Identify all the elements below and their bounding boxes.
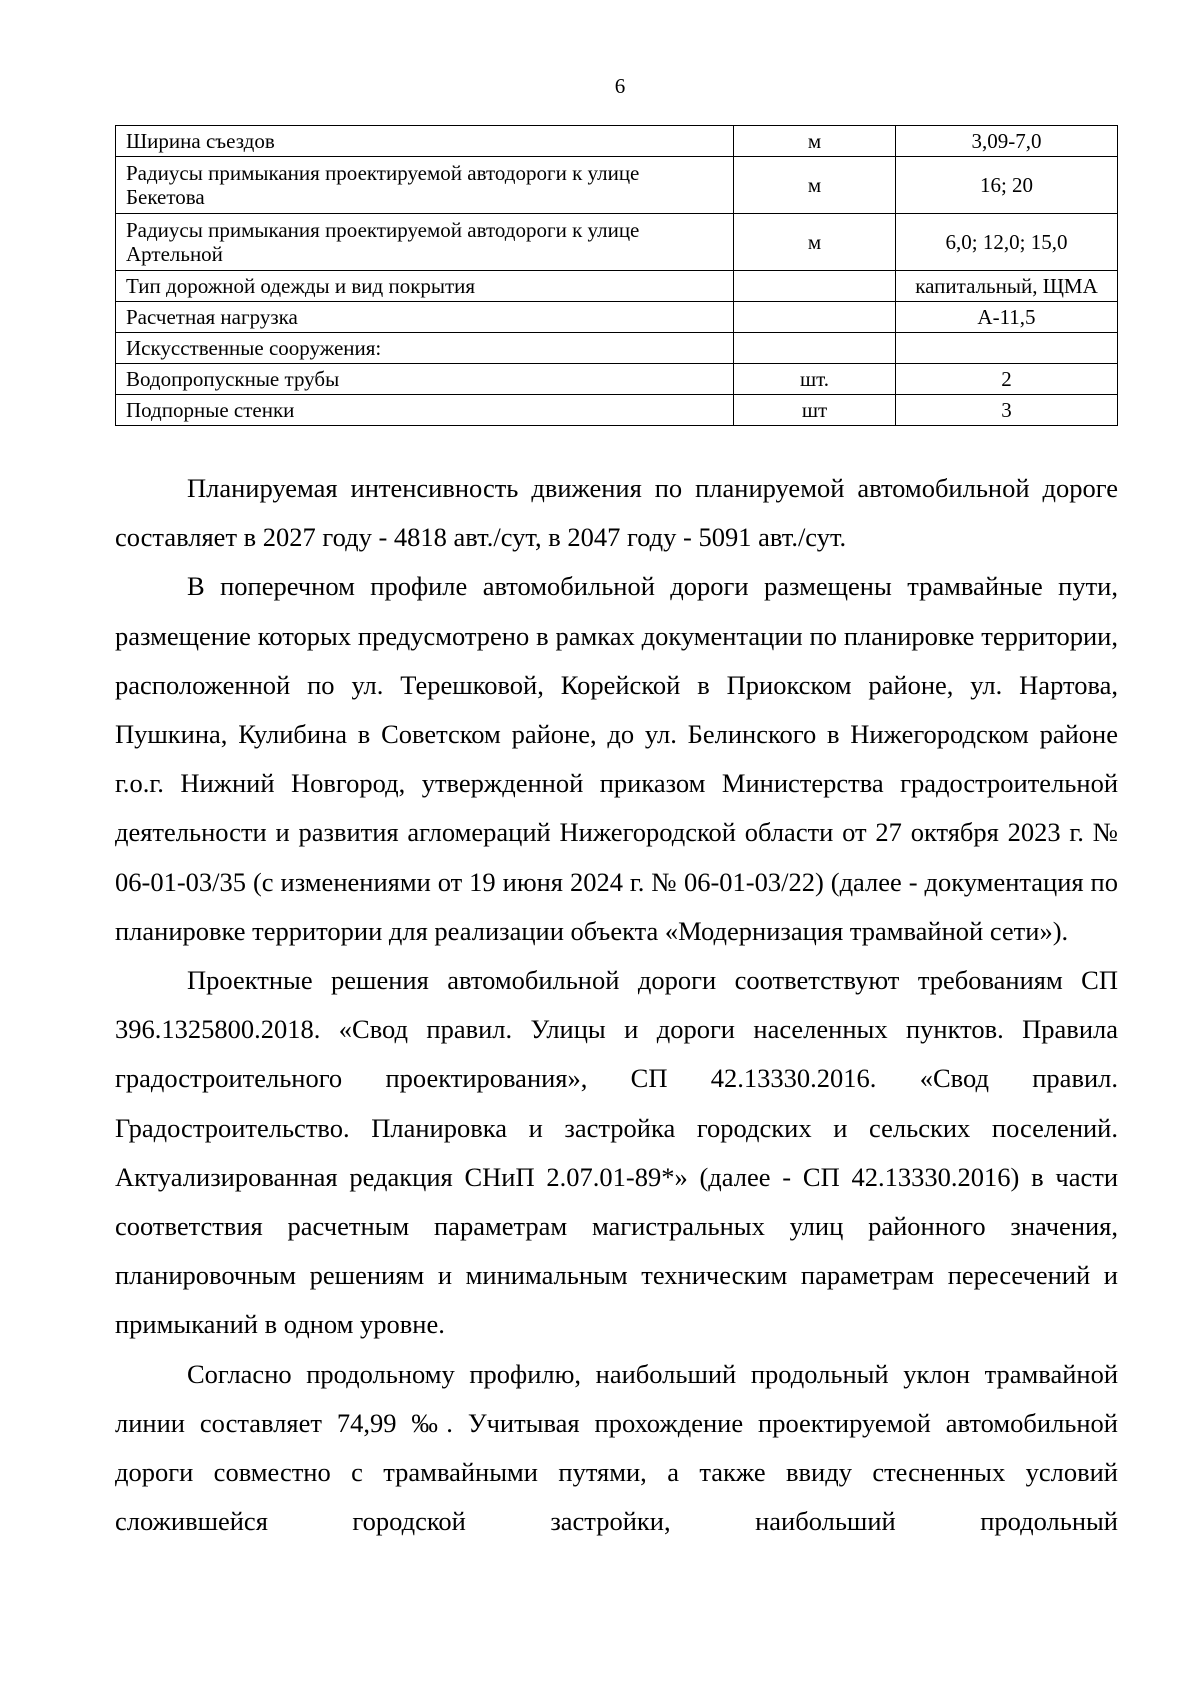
parameter-name: Ширина съездов (116, 126, 734, 157)
table-row (116, 214, 1118, 271)
parameter-value (896, 333, 1118, 364)
parameters-table (115, 125, 1118, 426)
parameter-unit (734, 333, 896, 364)
parameter-value: капитальный, ЩМА (896, 271, 1118, 302)
page-number: 6 (614, 74, 626, 98)
parameter-name: Расчетная нагрузка (116, 302, 734, 333)
paragraph-longitudinal-slope: Согласно продольному профилю, наибольший продольный уклон трамвайной линии составляет 74,99 ‰. Учитывая прохождение проектируемой автомобильной дороги совместно с трамвайными путями, а также ввиду стесненных условий сложившейся городской застройки, наибольший продольный (115, 1358, 1118, 1537)
parameter-unit: шт (734, 395, 896, 426)
table-row (116, 157, 1118, 214)
parameter-value: 16; 20 (896, 157, 1118, 214)
parameter-unit: м (734, 214, 896, 271)
parameter-value: 3,09-7,0 (896, 126, 1118, 157)
table-row (116, 333, 1118, 364)
parameter-name: Искусственные сооружения: (116, 333, 734, 364)
parameter-unit: м (734, 126, 896, 157)
parameter-unit: шт. (734, 364, 896, 395)
parameter-name: Подпорные стенки (116, 395, 734, 426)
body-text (115, 464, 1118, 1546)
paragraph-tram-tracks: В поперечном профиле автомобильной дороги размещены трамвайные пути, размещение которых предусмотрено в рамках документации по планировке территории, расположенной по ул. Терешковой, Корейской в Приокском районе, ул. Нартова, Пушкина, Кулибина в Советском районе, до ул. Белинского в Нижегородском районе г.о.г. Нижний Новгород, утвержденной приказом Министерства градостроительной деятельности и развития агломераций Нижегородской области от 27 октября 2023 г. № 06-01-03/35 (с изменениями от 19 июня 2024 г. № 06-01-03/22) (далее - документация по планировке территории для реализации объекта «Модернизация трамвайной сети»). (115, 571, 1118, 946)
paragraph-traffic-intensity: Планируемая интенсивность движения по планируемой автомобильной дороге составляет в 2027 году - 4818 авт./сут, в 2047 году - 5091 авт./сут. (115, 473, 1118, 553)
parameter-name: Радиусы примыкания проектируемой автодороги к улице Артельной (116, 214, 734, 271)
parameter-unit: м (734, 157, 896, 214)
paragraph-design-compliance: Проектные решения автомобильной дороги соответствуют требованиям СП 396.1325800.2018. «Свод правил. Улицы и дороги населенных пунктов. Правила градостроительного проектирования», СП 42.13330.2016. «Свод правил. Градостроительство. Планировка и застройка городских и сельских поселений. Актуализированная редакция СНиП 2.07.01-89*» (далее - СП 42.13330.2016) в части соответствия расчетным параметрам магистральных улиц районного значения, планировочным решениям и минимальным техническим параметрам пересечений и примыканий в одном уровне. (115, 965, 1118, 1340)
parameter-name: Тип дорожной одежды и вид покрытия (116, 271, 734, 302)
parameter-value: 6,0; 12,0; 15,0 (896, 214, 1118, 271)
parameter-value: 2 (896, 364, 1118, 395)
table-row (116, 126, 1118, 157)
parameter-name: Водопропускные трубы (116, 364, 734, 395)
parameter-value: 3 (896, 395, 1118, 426)
parameter-unit (734, 302, 896, 333)
table-row (116, 302, 1118, 333)
table-row (116, 271, 1118, 302)
table-row (116, 395, 1118, 426)
table-row (116, 364, 1118, 395)
parameter-value: А-11,5 (896, 302, 1118, 333)
parameter-name: Радиусы примыкания проектируемой автодороги к улице Бекетова (116, 157, 734, 214)
parameter-unit (734, 271, 896, 302)
